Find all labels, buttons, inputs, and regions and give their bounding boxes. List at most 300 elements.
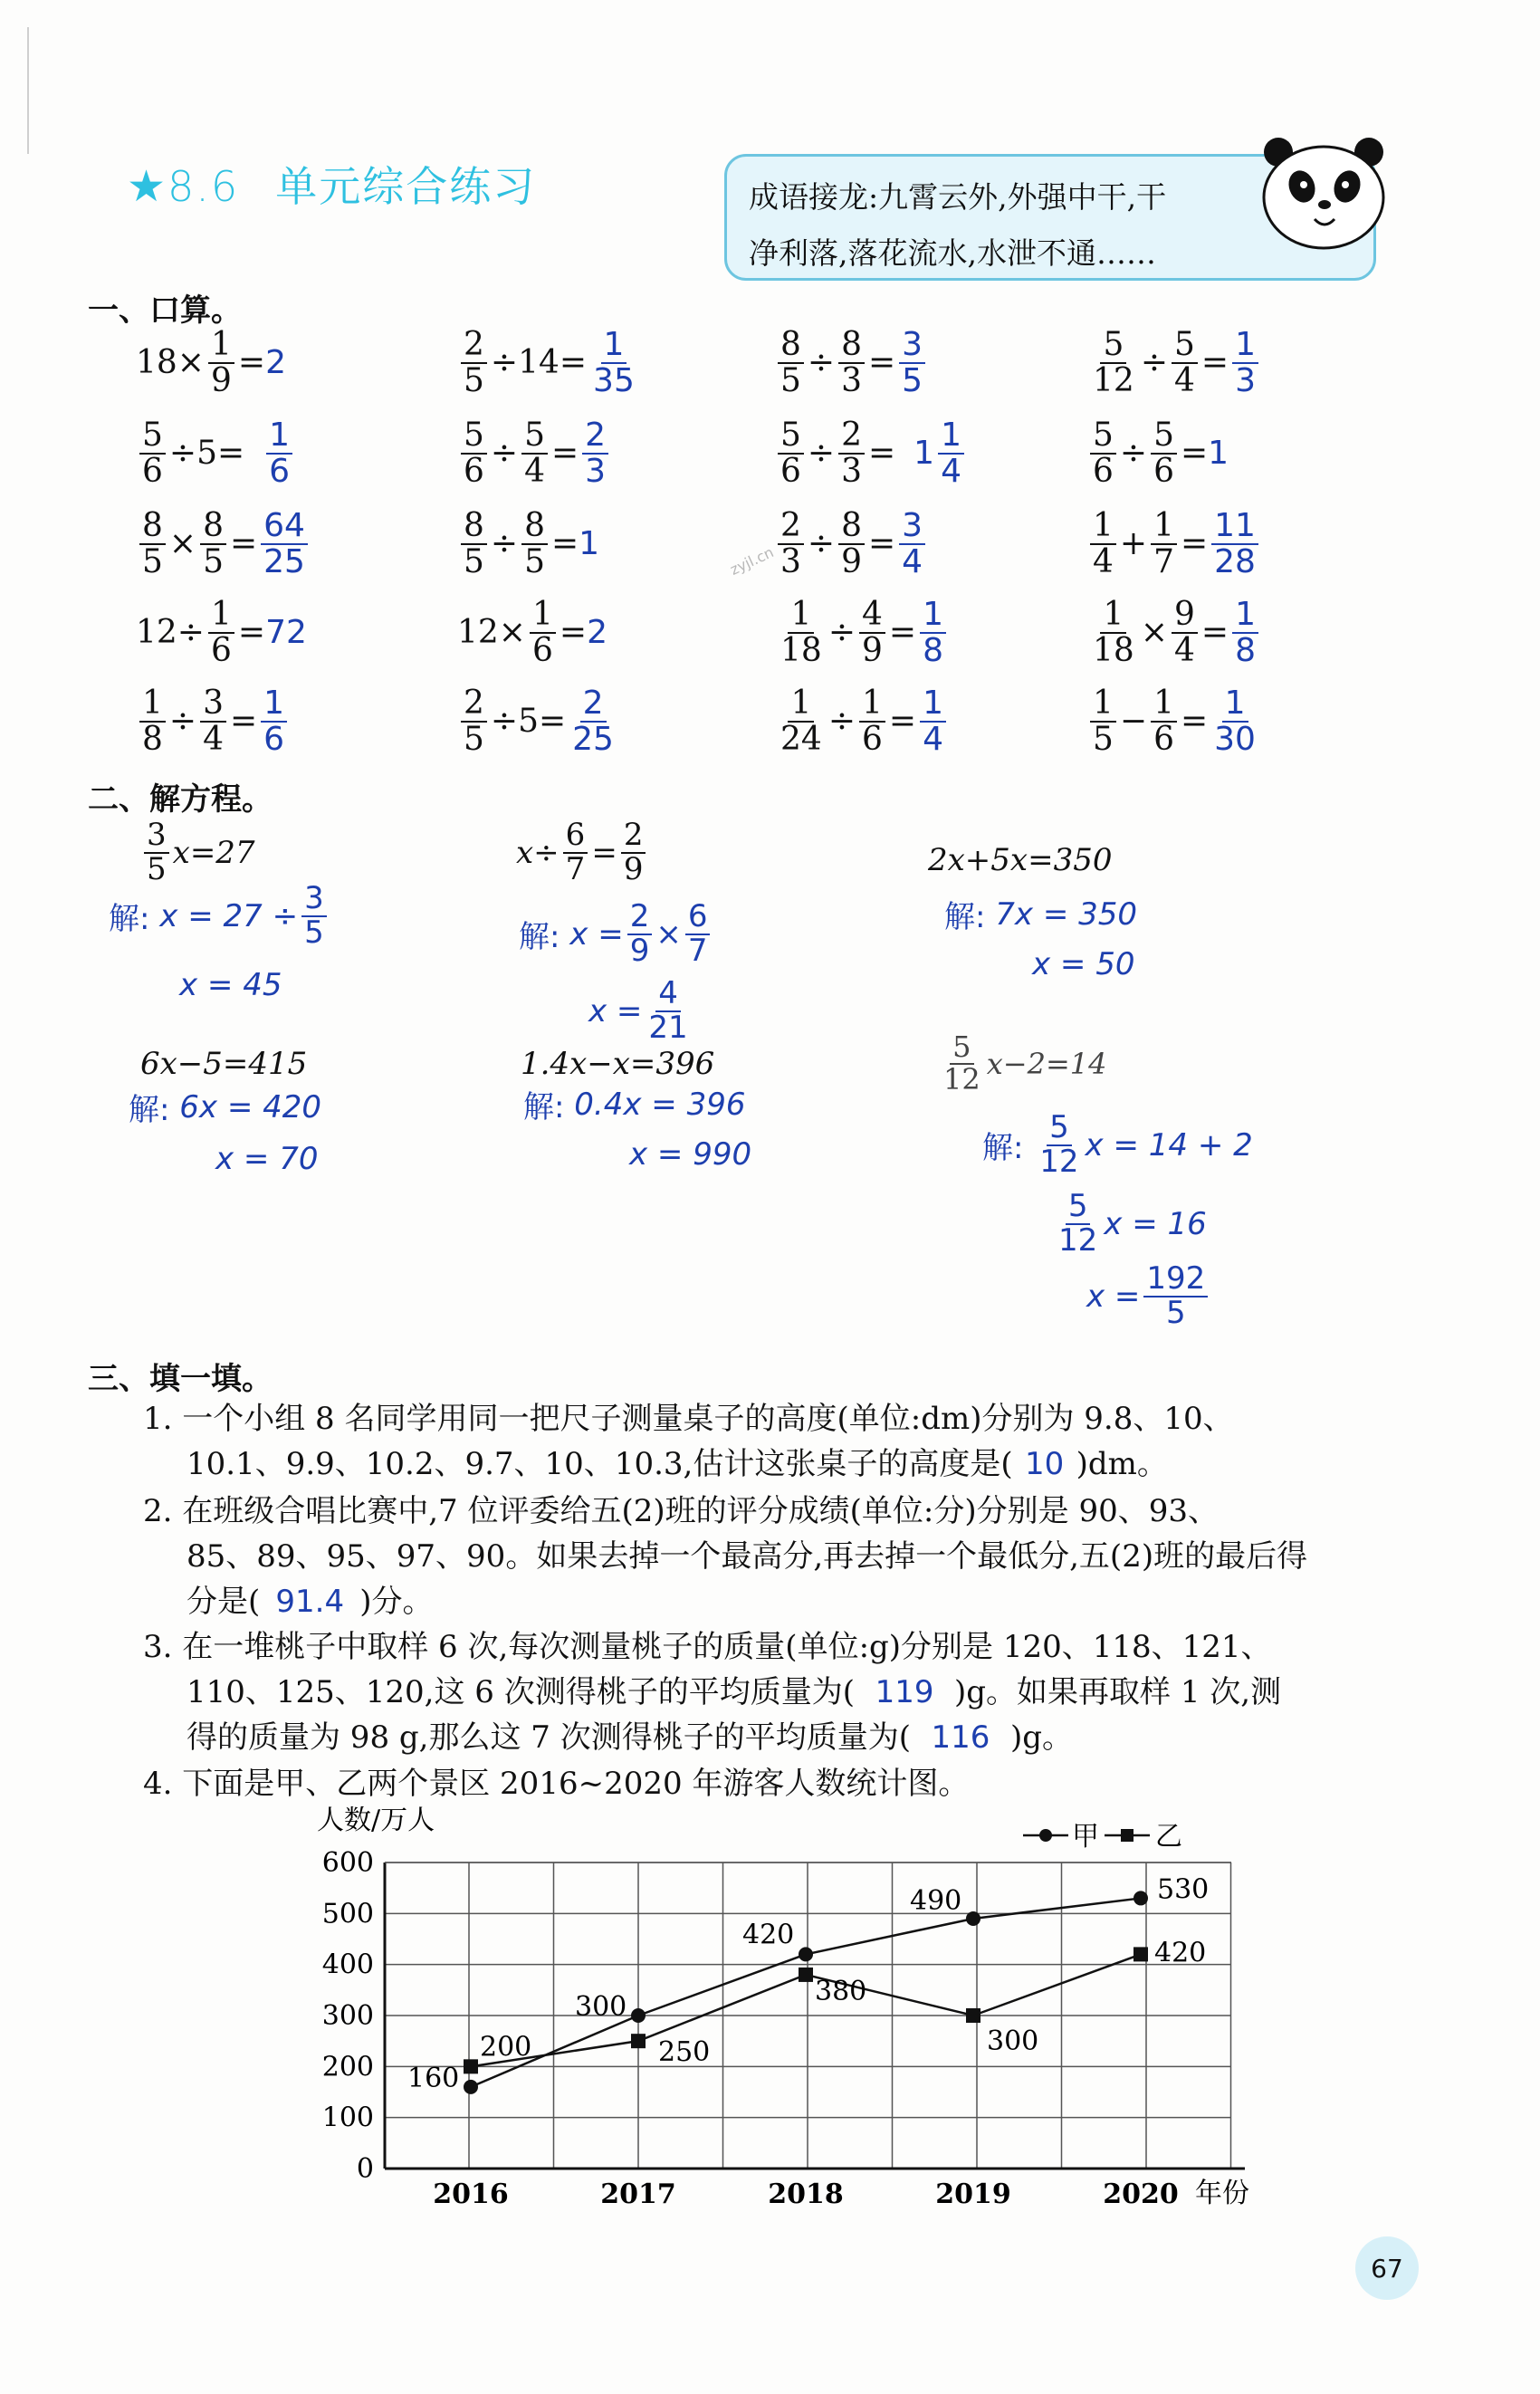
denominator: 4 xyxy=(923,720,943,758)
equation-2 xyxy=(516,819,649,886)
fraction xyxy=(1172,598,1198,668)
denominator: 28 xyxy=(1214,542,1256,580)
equation-text: x=27 xyxy=(172,834,255,871)
x-tick-label: 2017 xyxy=(600,2179,676,2210)
fraction xyxy=(563,819,588,886)
section-header xyxy=(127,154,536,214)
idiom-line-1: 成语接龙:九霄云外,外强中干,干 xyxy=(749,179,1167,215)
oral-a2 xyxy=(136,418,296,489)
oral-c5 xyxy=(774,686,950,757)
equals: = xyxy=(237,614,266,652)
fraction xyxy=(778,509,804,579)
y-tick-label: 300 xyxy=(321,2000,374,2032)
question-text: 得的质量为 98 g,那么这 7 次测得桃子的平均质量为( xyxy=(187,1719,911,1756)
fraction xyxy=(530,598,556,668)
operator: ÷ xyxy=(827,703,856,741)
denominator: 12 xyxy=(1039,1143,1079,1180)
fraction xyxy=(1056,1188,1100,1259)
data-label: 160 xyxy=(407,2062,460,2094)
fraction xyxy=(778,598,825,668)
answer-fraction xyxy=(920,598,946,668)
numerator: 5 xyxy=(461,418,487,455)
equation-4: 6x−5=415 xyxy=(140,1046,308,1082)
operator: ÷ xyxy=(827,614,856,652)
denominator: 5 xyxy=(304,914,324,951)
fraction xyxy=(838,328,865,398)
step-text: x = xyxy=(569,915,624,953)
operator: + xyxy=(1119,525,1148,563)
denominator: 3 xyxy=(1235,361,1256,399)
answer-fraction xyxy=(569,686,617,757)
oral-b1 xyxy=(457,328,641,398)
denominator: 6 xyxy=(263,720,285,758)
denominator: 7 xyxy=(687,932,708,969)
equation-1 xyxy=(140,819,255,886)
operator: ÷ xyxy=(807,525,836,563)
denominator: 5 xyxy=(464,720,484,758)
solution-prefix: 解: xyxy=(129,1092,170,1128)
question-text: 85、89、95、97、90。如果去掉一个最高分,再去掉一个最低分,五(2)班的最后得 xyxy=(187,1538,1308,1575)
data-label: 380 xyxy=(815,1975,867,2007)
step-text: 0.4x = 396 xyxy=(574,1086,746,1123)
denominator: 6 xyxy=(1153,452,1174,490)
denominator: 5 xyxy=(780,361,801,399)
answer-fraction xyxy=(899,509,925,579)
fraction xyxy=(1090,418,1116,489)
fraction xyxy=(1090,686,1116,757)
numerator: 5 xyxy=(1066,1191,1091,1225)
denominator: 3 xyxy=(585,452,607,490)
numerator: 8 xyxy=(838,509,865,545)
numerator: 1 xyxy=(1090,686,1116,723)
numerator: 8 xyxy=(778,328,804,364)
section-number: 8.6 xyxy=(167,162,240,211)
answer: 1 xyxy=(1208,435,1229,473)
chart-grid xyxy=(385,1863,1231,2169)
question-line xyxy=(143,1670,1411,1715)
denominator: 12 xyxy=(1093,361,1134,399)
operator: ÷ xyxy=(1140,344,1168,382)
numerator: 1 xyxy=(208,598,234,634)
answer-fraction xyxy=(1211,509,1258,579)
answer: 2 xyxy=(265,344,286,382)
solution-prefix: 解: xyxy=(523,1089,565,1125)
equation-6-step-3 xyxy=(1086,1260,1211,1331)
fraction xyxy=(941,1029,983,1096)
denominator: 5 xyxy=(1166,1294,1186,1331)
numerator: 4 xyxy=(655,978,681,1012)
numerator: 1 xyxy=(938,418,964,455)
fraction xyxy=(778,686,825,757)
fraction xyxy=(521,418,548,489)
answer-fraction xyxy=(920,686,946,757)
text: 12÷ xyxy=(136,614,205,652)
fraction xyxy=(1090,509,1116,579)
denominator: 7 xyxy=(565,850,586,887)
fraction xyxy=(1037,1109,1081,1180)
question-text: )g。如果再取样 1 次,测 xyxy=(954,1674,1282,1710)
denominator: 9 xyxy=(210,361,232,399)
operator: ÷ xyxy=(807,344,836,382)
data-label: 420 xyxy=(742,1919,795,1951)
numerator: 1 xyxy=(1090,509,1116,545)
question-line xyxy=(143,1579,1411,1624)
operator: ÷ xyxy=(807,435,836,473)
chart-legend xyxy=(1023,1821,1182,1853)
equals: = xyxy=(867,525,896,563)
equals: = xyxy=(550,435,579,473)
denominator: 12 xyxy=(1058,1221,1098,1259)
equals: = xyxy=(229,703,258,741)
question-text: 110、125、120,这 6 次测得桃子的平均质量为( xyxy=(187,1674,856,1710)
denominator: 5 xyxy=(147,850,167,887)
section-2-title: 二、解方程。 xyxy=(88,781,273,818)
step-text: 6x = 420 xyxy=(179,1088,322,1125)
equals: = xyxy=(591,834,617,871)
denominator: 5 xyxy=(203,542,224,580)
legend-marker-yi xyxy=(1121,1829,1133,1842)
data-point-jia xyxy=(966,1911,980,1926)
fraction xyxy=(1172,328,1198,398)
fraction xyxy=(208,328,234,398)
fraction xyxy=(461,686,487,757)
idiom-line-2: 净利落,落花流水,水泄不通…… xyxy=(749,235,1156,271)
denominator: 30 xyxy=(1214,720,1256,758)
denominator: 4 xyxy=(203,720,224,758)
numerator: 1 xyxy=(920,598,946,634)
numerator: 1 xyxy=(1151,686,1177,723)
answer-fraction xyxy=(590,328,637,398)
numerator: 1 xyxy=(920,686,946,723)
data-label: 420 xyxy=(1154,1937,1207,1969)
series-line-jia xyxy=(471,1898,1141,2086)
fraction xyxy=(646,975,690,1046)
numerator: 64 xyxy=(261,509,308,545)
numerator: 1 xyxy=(1222,686,1248,723)
answer-whole: 1 xyxy=(913,435,935,473)
fraction xyxy=(1151,509,1177,579)
numerator: 1 xyxy=(601,328,627,364)
numerator: 1 xyxy=(788,598,814,634)
question-text: 1. 一个小组 8 名同学用同一把尺子测量桌子的高度(单位:dm)分别为 9.8、10、 xyxy=(143,1401,1234,1437)
operator: ÷ xyxy=(490,525,519,563)
numerator: 5 xyxy=(1172,328,1198,364)
denominator: 7 xyxy=(1153,542,1174,580)
fraction xyxy=(461,509,487,579)
fraction xyxy=(778,418,804,489)
answer-fraction xyxy=(261,686,287,757)
operator: ÷ xyxy=(1119,435,1148,473)
fraction xyxy=(1151,418,1177,489)
denominator: 4 xyxy=(941,452,961,490)
text: 12× xyxy=(457,614,526,652)
equation-5-step-1 xyxy=(523,1082,745,1126)
page-title: 单元综合练习 xyxy=(275,162,537,211)
numerator: 2 xyxy=(580,686,607,723)
equation-5: 1.4x−x=396 xyxy=(521,1046,715,1082)
data-label: 490 xyxy=(910,1884,962,1917)
equals: = xyxy=(1200,614,1229,652)
legend-label-jia: 甲 xyxy=(1072,1821,1099,1853)
solution-prefix: 解: xyxy=(519,919,560,956)
numerator: 1 xyxy=(859,686,885,723)
equation-3-step-2: x = 50 xyxy=(1032,946,1135,982)
denominator: 4 xyxy=(1173,631,1195,669)
legend-marker-jia xyxy=(1039,1829,1052,1842)
denominator: 5 xyxy=(524,542,545,580)
oral-d5 xyxy=(1086,686,1262,757)
oral-c3 xyxy=(774,509,929,579)
denominator: 5 xyxy=(902,361,923,399)
denominator: 6 xyxy=(269,452,291,490)
denominator: 9 xyxy=(629,932,650,969)
step-text: 7x = 350 xyxy=(995,895,1138,933)
denominator: 6 xyxy=(142,452,163,490)
question-line xyxy=(143,1441,1411,1487)
numerator: 3 xyxy=(144,819,169,854)
numerator: 5 xyxy=(778,418,804,455)
answer-fraction xyxy=(261,509,308,579)
data-point-yi xyxy=(464,2059,478,2073)
equation-text: x÷ xyxy=(516,834,560,871)
oral-d4 xyxy=(1086,598,1262,668)
answer-fraction xyxy=(899,328,925,398)
fill-answer: 116 xyxy=(931,1719,990,1756)
numerator: 8 xyxy=(461,509,487,545)
oral-c1 xyxy=(774,328,929,398)
oral-b5 xyxy=(457,686,620,757)
solution-prefix: 解: xyxy=(944,899,986,935)
numerator: 2 xyxy=(461,686,487,723)
fraction xyxy=(859,598,885,668)
question-3 xyxy=(143,1624,1411,1760)
denominator: 25 xyxy=(572,720,614,758)
denominator: 6 xyxy=(861,720,883,758)
data-label: 200 xyxy=(480,2031,532,2064)
equals: = xyxy=(229,525,258,563)
operator: ÷ xyxy=(490,435,519,473)
numerator: 8 xyxy=(838,328,865,364)
denominator: 6 xyxy=(531,631,553,669)
fraction xyxy=(139,509,166,579)
equals: = xyxy=(867,344,896,382)
numerator: 1 xyxy=(261,686,287,723)
operator: × xyxy=(655,915,682,953)
oral-a5 xyxy=(136,686,291,757)
fraction xyxy=(1151,686,1177,757)
denominator: 4 xyxy=(1173,361,1195,399)
denominator: 12 xyxy=(943,1061,980,1096)
data-label: 300 xyxy=(987,2025,1039,2057)
x-axis-label: 年份 xyxy=(1195,2178,1249,2209)
denominator: 8 xyxy=(142,720,163,758)
denominator: 6 xyxy=(464,452,484,490)
question-text: 2. 在班级合唱比赛中,7 位评委给五(2)班的评分成绩(单位:分)分别是 90、93、 xyxy=(143,1493,1219,1529)
denominator: 35 xyxy=(593,361,635,399)
data-point-jia xyxy=(631,2008,646,2023)
oral-a3 xyxy=(136,509,311,579)
page-number: 67 xyxy=(1355,2236,1419,2300)
numerator: 5 xyxy=(1151,418,1177,455)
question-line xyxy=(143,1715,1411,1760)
oral-b2 xyxy=(457,418,612,489)
equals: = xyxy=(559,614,588,652)
answer: 1 xyxy=(579,525,600,563)
denominator: 5 xyxy=(142,542,163,580)
operator: ÷14= xyxy=(490,344,588,382)
numerator: 5 xyxy=(1090,418,1116,455)
equals: = xyxy=(1180,703,1209,741)
section-1-title: 一、口算。 xyxy=(88,292,242,329)
numerator: 1 xyxy=(1232,598,1258,634)
equation-3-step-1 xyxy=(944,892,1137,936)
data-point-yi xyxy=(799,1968,813,1982)
data-point-jia xyxy=(1133,1891,1148,1905)
denominator: 9 xyxy=(623,850,644,887)
denominator: 9 xyxy=(841,542,862,580)
x-tick-label: 2020 xyxy=(1103,2179,1179,2210)
equation-4-step-1 xyxy=(129,1085,321,1129)
fraction xyxy=(521,509,548,579)
operator: ÷5= xyxy=(168,435,245,473)
numerator: 1 xyxy=(1232,328,1258,364)
question-text: )dm。 xyxy=(1076,1446,1168,1482)
answer-fraction xyxy=(266,418,292,489)
y-axis-label: 人数/万人 xyxy=(317,1806,435,1836)
denominator: 6 xyxy=(210,631,232,669)
data-label: 250 xyxy=(658,2036,711,2069)
numerator: 8 xyxy=(521,509,548,545)
x-tick-label: 2018 xyxy=(768,2179,844,2210)
fraction xyxy=(859,686,885,757)
numerator: 1 xyxy=(530,598,556,634)
oral-d1 xyxy=(1086,328,1262,398)
equation-1-step-2: x = 45 xyxy=(179,967,282,1003)
oral-b4 xyxy=(457,598,607,668)
operator: ÷5= xyxy=(490,703,567,741)
oral-d2 xyxy=(1086,418,1229,489)
numerator: 1 xyxy=(208,328,234,364)
data-point-jia xyxy=(799,1947,813,1961)
text: 18× xyxy=(136,344,205,382)
equals: = xyxy=(888,614,917,652)
equals: = xyxy=(888,703,917,741)
section-3-title: 三、填一填。 xyxy=(88,1361,273,1397)
x-tick-label: 2016 xyxy=(433,2179,509,2210)
numerator: 192 xyxy=(1143,1263,1208,1298)
y-tick-label: 200 xyxy=(321,2051,374,2083)
star-icon: ★ xyxy=(127,161,168,212)
numerator: 2 xyxy=(461,328,487,364)
series-lines xyxy=(471,1898,1141,2086)
question-text: )分。 xyxy=(359,1584,434,1620)
denominator: 4 xyxy=(902,542,923,580)
question-2 xyxy=(143,1489,1411,1624)
numerator: 2 xyxy=(778,509,804,545)
equation-6-step-2 xyxy=(1052,1188,1207,1259)
numerator: 9 xyxy=(1172,598,1198,634)
denominator: 3 xyxy=(841,452,862,490)
numerator: 1 xyxy=(788,686,814,723)
fraction xyxy=(621,819,646,886)
equals: = xyxy=(867,435,896,473)
question-text: 10.1、9.9、10.2、9.7、10、10.3,估计这张桌子的高度是( xyxy=(187,1446,1013,1482)
denominator: 6 xyxy=(1093,452,1114,490)
oral-a1 xyxy=(136,328,286,398)
denominator: 8 xyxy=(1235,631,1256,669)
denominator: 6 xyxy=(780,452,801,490)
data-point-yi xyxy=(1133,1947,1148,1961)
answer-fraction xyxy=(1232,328,1258,398)
numerator: 2 xyxy=(627,901,653,935)
fraction xyxy=(685,898,711,969)
denominator: 5 xyxy=(464,361,484,399)
equation-1-step-1 xyxy=(109,880,330,951)
step-text: x = 16 xyxy=(1104,1205,1207,1242)
oral-c4 xyxy=(774,598,950,668)
numerator: 6 xyxy=(685,901,711,935)
fraction xyxy=(139,418,166,489)
equation-6 xyxy=(937,1029,1107,1096)
step-text: x = xyxy=(588,992,643,1029)
panda-icon xyxy=(1258,136,1394,254)
numerator: 8 xyxy=(139,509,166,545)
denominator: 5 xyxy=(464,542,484,580)
operator: × xyxy=(168,525,197,563)
denominator: 8 xyxy=(923,631,943,669)
denominator: 3 xyxy=(841,361,862,399)
tourist-line-chart xyxy=(299,1806,1277,2214)
numerator: 5 xyxy=(1047,1112,1072,1146)
equation-5-step-2: x = 990 xyxy=(629,1136,752,1173)
answer: 72 xyxy=(265,614,307,652)
fraction xyxy=(139,686,166,757)
fraction xyxy=(200,509,226,579)
fraction xyxy=(144,819,169,886)
answer-fraction xyxy=(1211,686,1258,757)
numerator: 3 xyxy=(200,686,226,723)
data-point-jia xyxy=(464,2080,478,2094)
fraction xyxy=(301,880,327,951)
fill-answer: 91.4 xyxy=(275,1584,345,1620)
numerator: 1 xyxy=(1151,509,1177,545)
solution-prefix: 解: xyxy=(109,901,150,938)
denominator: 21 xyxy=(648,1009,688,1046)
y-tick-labels xyxy=(322,1847,374,2185)
y-tick-label: 400 xyxy=(321,1949,374,1981)
denominator: 6 xyxy=(1153,720,1174,758)
y-tick-label: 100 xyxy=(321,2102,374,2134)
numerator: 3 xyxy=(899,509,925,545)
question-4: 4. 下面是甲、乙两个景区 2016~2020 年游客人数统计图。 xyxy=(143,1766,970,1802)
numerator: 2 xyxy=(621,819,646,854)
denominator: 4 xyxy=(524,452,545,490)
margin-line xyxy=(27,27,29,154)
x-tick-labels xyxy=(433,2179,1179,2210)
question-1 xyxy=(143,1396,1411,1487)
numerator: 1 xyxy=(139,686,166,723)
numerator: 3 xyxy=(899,328,925,364)
x-tick-label: 2019 xyxy=(935,2179,1011,2210)
numerator: 3 xyxy=(301,883,327,917)
numerator: 5 xyxy=(1100,328,1126,364)
fraction xyxy=(1090,598,1137,668)
fraction xyxy=(1090,328,1137,398)
equals: = xyxy=(1180,435,1209,473)
denominator: 25 xyxy=(263,542,305,580)
denominator: 9 xyxy=(861,631,883,669)
denominator: 18 xyxy=(780,631,822,669)
